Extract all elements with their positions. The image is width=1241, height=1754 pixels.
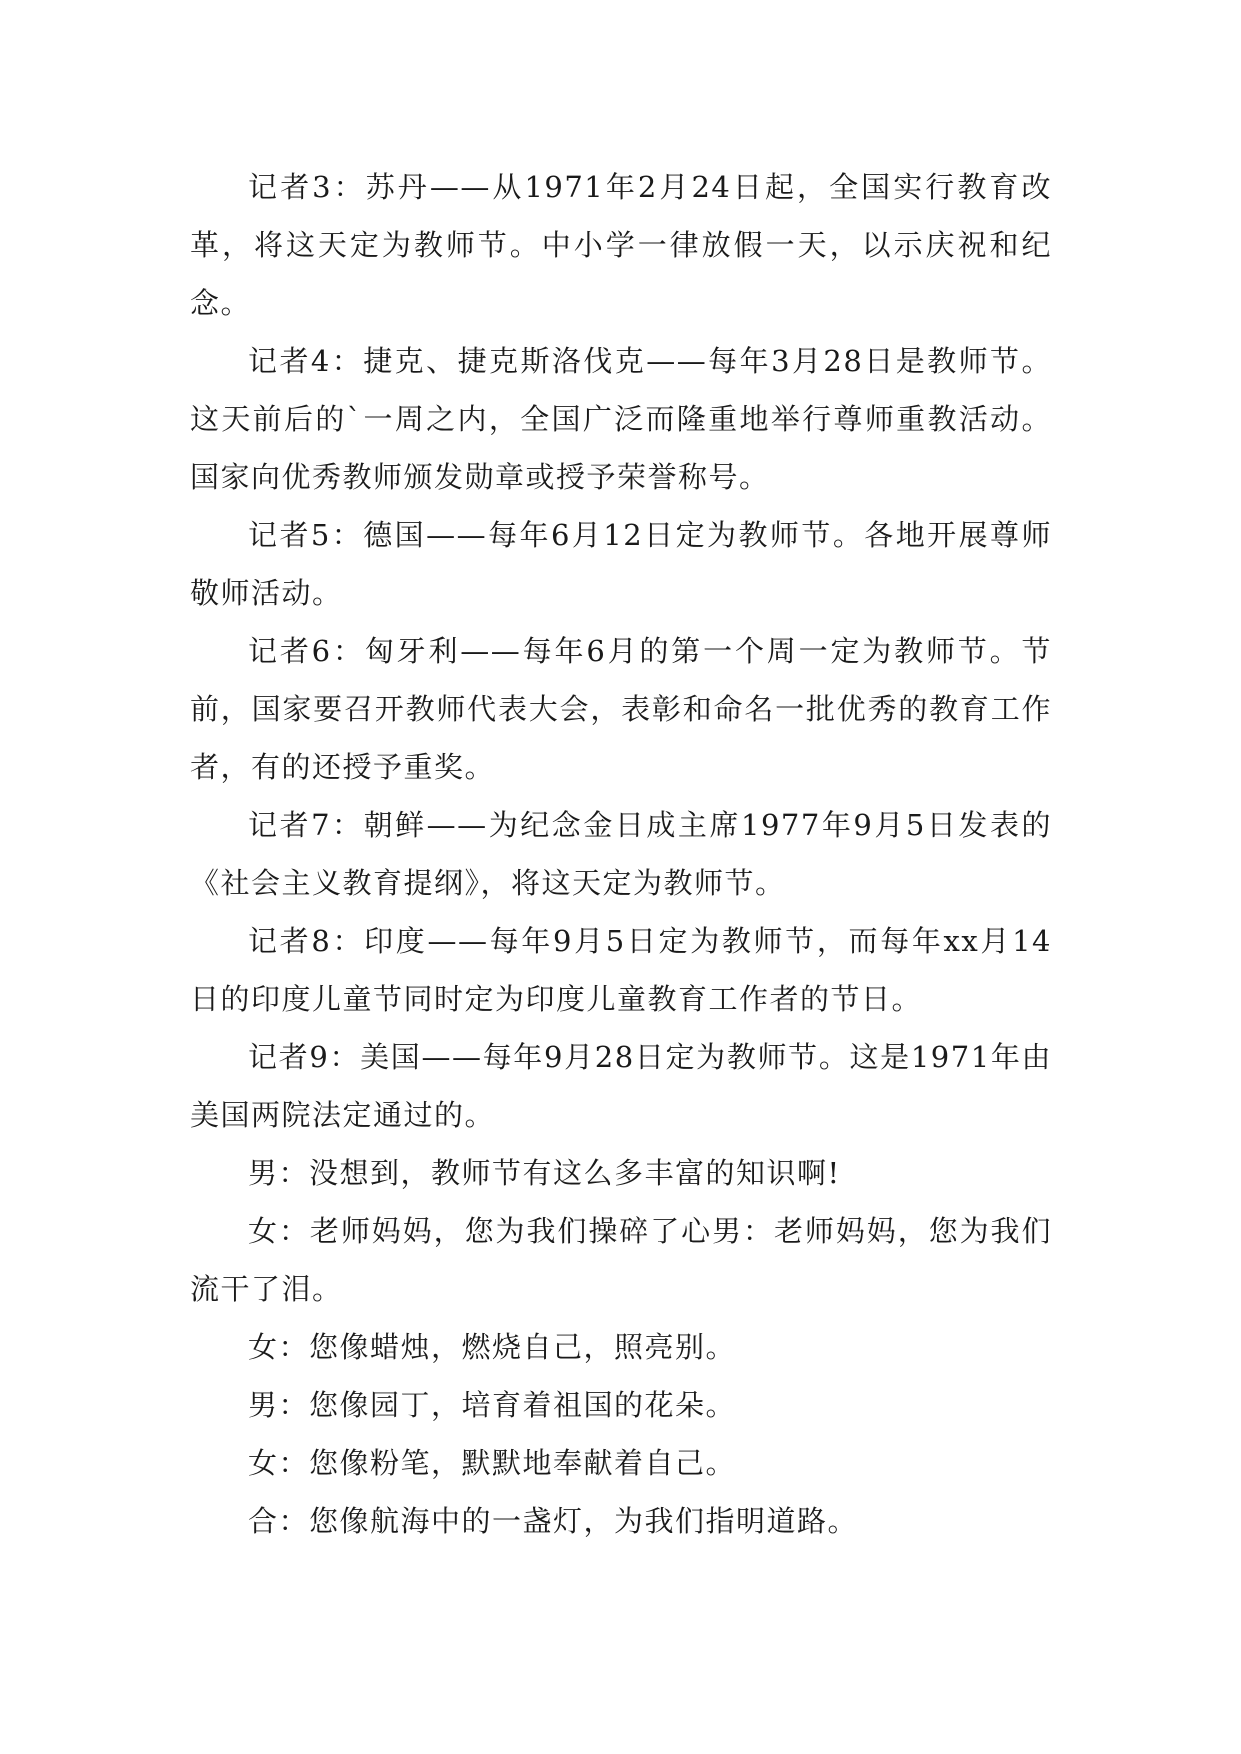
paragraph-reporter-7: 记者7：朝鲜——为纪念金日成主席1977年9月5日发表的《社会主义教育提纲》，将这天定为教师节。 [190, 808, 1052, 900]
paragraph-reporter-9: 记者9：美国——每年9月28日定为教师节。这是1971年由美国两院法定通过的。 [190, 1040, 1052, 1132]
paragraph-male-1: 男：没想到，教师节有这么多丰富的知识啊! [248, 1156, 841, 1190]
paragraph-female-2: 女：您像蜡烛，燃烧自己，照亮别。 [248, 1330, 737, 1364]
paragraph-reporter-3: 记者3：苏丹——从1971年2月24日起，全国实行教育改革，将这天定为教师节。中小学一律放假一天，以示庆祝和纪念。 [190, 170, 1052, 320]
paragraph-together: 合：您像航海中的一盏灯，为我们指明道路。 [248, 1504, 859, 1538]
document-body [190, 158, 1052, 1550]
paragraph-reporter-6: 记者6：匈牙利——每年6月的第一个周一定为教师节。节前，国家要召开教师代表大会，表彰和命名一批优秀的教育工作者，有的还授予重奖。 [190, 634, 1052, 784]
paragraph-female-3: 女：您像粉笔，默默地奉献着自己。 [248, 1446, 737, 1480]
paragraph-reporter-5: 记者5：德国——每年6月12日定为教师节。各地开展尊师敬师活动。 [190, 518, 1052, 610]
paragraph-reporter-8: 记者8：印度——每年9月5日定为教师节，而每年xx月14日的印度儿童节同时定为印度儿童教育工作者的节日。 [190, 924, 1052, 1016]
paragraph-male-2: 男：您像园丁，培育着祖国的花朵。 [248, 1388, 737, 1422]
paragraph-female-1: 女：老师妈妈，您为我们操碎了心男：老师妈妈，您为我们流干了泪。 [190, 1214, 1052, 1306]
paragraph-reporter-4: 记者4：捷克、捷克斯洛伐克——每年3月28日是教师节。这天前后的`一周之内，全国广泛而隆重地举行尊师重教活动。国家向优秀教师颁发勋章或授予荣誉称号。 [190, 344, 1052, 494]
